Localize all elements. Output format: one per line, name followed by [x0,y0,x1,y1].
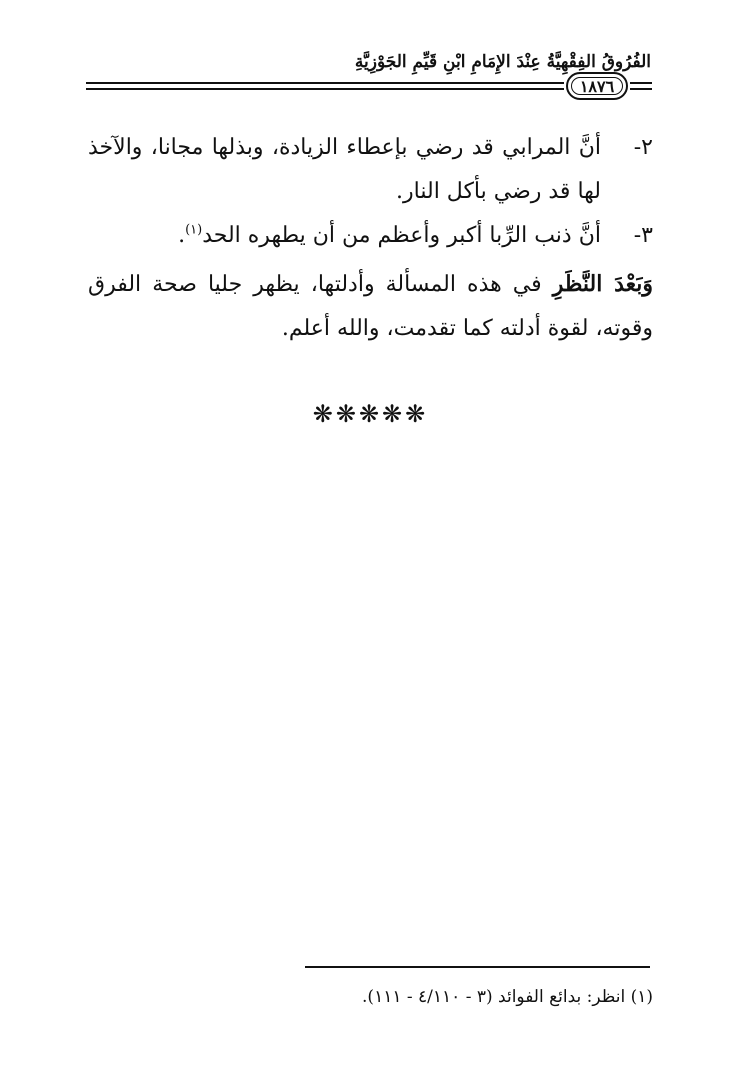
conclusion-text: في هذه المسألة وأدلتها، يظهر جليا صحة الفرق وقوته، لقوة أدلته كما تقدمت، والله أعلم. [88,272,653,341]
header-rule [86,88,564,90]
footnote-separator [305,966,650,968]
list-item-text: أنَّ المرابي قد رضي بإعطاء الزيادة، وبذلها مجانا، والآخذ لها قد رضي بأكل النار. [88,135,601,204]
footnote-marker: (١) [630,987,653,1007]
list-item-body: أنَّ ذنب الرِّبا أكبر وأعظم من أن يطهره الحد [202,223,601,248]
conclusion-paragraph [88,262,653,351]
running-title: الفُرُوقُ الفِقْهِيَّةُ عِنْدَ الإِمَامِ ابْنِ قَيِّمِ الجَوْزِيَّةِ [354,52,651,72]
list-item-number: ٢- [633,135,653,160]
page-number-badge [566,72,628,100]
list-item-text [88,214,601,258]
list-item [88,126,653,214]
header-rule [630,88,652,90]
list-item [88,214,653,258]
page-number: ١٨٧٦ [579,76,615,96]
section-ornament: ❋❋❋❋❋ [312,400,429,428]
list-item-end: . [178,223,186,248]
list-item-number: ٣- [633,223,653,248]
footnote-ref: (١) [185,222,203,238]
header-rule [86,82,564,84]
conclusion-lead: وَبَعْدَ النَّظَرِ [552,271,653,297]
footnote [93,982,653,1012]
header-rule [630,82,652,84]
footnote-text: انظر: بدائع الفوائد (٣ - ٤/١١٠ - ١١١). [362,987,626,1007]
